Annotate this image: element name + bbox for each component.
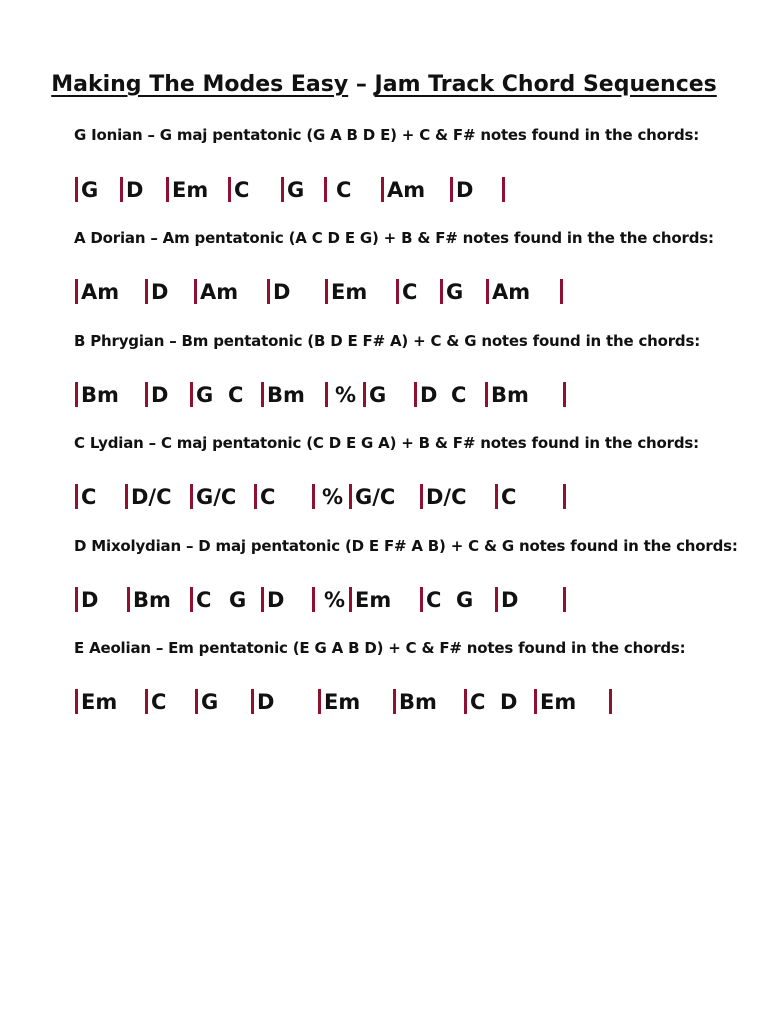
- bar-line: [363, 382, 366, 407]
- chord-symbol: G: [287, 178, 305, 202]
- chord-symbol: G: [456, 588, 474, 612]
- bar-line: [75, 587, 78, 612]
- bar-line: [75, 484, 78, 509]
- bar-line: [120, 177, 123, 202]
- bar-line: [534, 689, 537, 714]
- chord-symbol: Bm: [133, 588, 171, 612]
- chord-symbol: C: [402, 280, 418, 304]
- bar-line: [563, 484, 566, 509]
- bar-line: [281, 177, 284, 202]
- bar-line: [495, 587, 498, 612]
- chord-symbol: D: [267, 588, 285, 612]
- bar-line: [190, 382, 193, 407]
- bar-line: [125, 484, 128, 509]
- chord-symbol: Em: [331, 280, 368, 304]
- bar-line: [145, 279, 148, 304]
- chord-symbol: C: [234, 178, 250, 202]
- bar-line: [325, 279, 328, 304]
- bar-line: [195, 689, 198, 714]
- chord-row: [0, 482, 768, 514]
- section-description: E Aeolian – Em pentatonic (E G A B D) + C & F# notes found in the chords:: [74, 639, 686, 657]
- bar-line: [324, 177, 327, 202]
- chord-symbol: D: [501, 588, 519, 612]
- chord-symbol: Am: [81, 280, 120, 304]
- bar-line: [75, 279, 78, 304]
- chord-row: [0, 277, 768, 309]
- chord-symbol: Am: [387, 178, 426, 202]
- bar-line: [464, 689, 467, 714]
- chord-symbol: Bm: [491, 383, 529, 407]
- chord-symbol: G: [81, 178, 99, 202]
- bar-line: [393, 689, 396, 714]
- chord-row: [0, 585, 768, 617]
- bar-line: [486, 279, 489, 304]
- chord-symbol: C: [470, 690, 486, 714]
- chord-symbol: D: [151, 280, 169, 304]
- chord-symbol: C: [426, 588, 442, 612]
- chord-symbol: G: [446, 280, 464, 304]
- bar-line: [450, 177, 453, 202]
- bar-line: [485, 382, 488, 407]
- bar-line: [145, 382, 148, 407]
- chord-symbol: Bm: [399, 690, 437, 714]
- chord-symbol: D: [151, 383, 169, 407]
- bar-line: [166, 177, 169, 202]
- chord-symbol: G: [201, 690, 219, 714]
- chord-symbol: Bm: [267, 383, 305, 407]
- chord-symbol: C: [336, 178, 352, 202]
- repeat-sign: %: [324, 588, 346, 612]
- chord-row: [0, 687, 768, 719]
- bar-line: [261, 587, 264, 612]
- bar-line: [414, 382, 417, 407]
- chord-symbol: D/C: [426, 485, 467, 509]
- bar-line: [261, 382, 264, 407]
- chord-symbol: C: [81, 485, 97, 509]
- chord-symbol: G: [196, 383, 214, 407]
- chord-symbol: D: [273, 280, 291, 304]
- bar-line: [381, 177, 384, 202]
- bar-line: [420, 587, 423, 612]
- chord-symbol: Em: [540, 690, 577, 714]
- title-dash: –: [355, 72, 367, 97]
- chord-symbol: D: [500, 690, 518, 714]
- chord-symbol: C: [196, 588, 212, 612]
- chord-symbol: G/C: [355, 485, 396, 509]
- bar-line: [609, 689, 612, 714]
- bar-line: [267, 279, 270, 304]
- chord-symbol: Bm: [81, 383, 119, 407]
- bar-line: [349, 587, 352, 612]
- chord-symbol: D: [257, 690, 275, 714]
- bar-line: [560, 279, 563, 304]
- bar-line: [325, 382, 328, 407]
- bar-line: [396, 279, 399, 304]
- bar-line: [440, 279, 443, 304]
- chord-symbol: D: [456, 178, 474, 202]
- section-description: A Dorian – Am pentatonic (A C D E G) + B & F# notes found in the the chords:: [74, 229, 714, 247]
- chord-symbol: Em: [172, 178, 209, 202]
- chord-symbol: D: [420, 383, 438, 407]
- chord-symbol: Am: [200, 280, 239, 304]
- chord-symbol: Em: [324, 690, 361, 714]
- title-main: Making The Modes Easy: [51, 72, 349, 97]
- chord-symbol: C: [451, 383, 467, 407]
- chord-symbol: Em: [81, 690, 118, 714]
- chord-row: [0, 380, 768, 412]
- chord-symbol: G: [229, 588, 247, 612]
- section-description: D Mixolydian – D maj pentatonic (D E F# A B) + C & G notes found in the chords:: [74, 537, 738, 555]
- section-description: C Lydian – C maj pentatonic (C D E G A) + B & F# notes found in the chords:: [74, 434, 699, 452]
- bar-line: [75, 382, 78, 407]
- bar-line: [312, 587, 315, 612]
- bar-line: [318, 689, 321, 714]
- bar-line: [190, 484, 193, 509]
- bar-line: [502, 177, 505, 202]
- repeat-sign: %: [322, 485, 344, 509]
- chord-symbol: D: [126, 178, 144, 202]
- bar-line: [495, 484, 498, 509]
- bar-line: [420, 484, 423, 509]
- bar-line: [251, 689, 254, 714]
- bar-line: [349, 484, 352, 509]
- chord-symbol: C: [228, 383, 244, 407]
- chord-symbol: D/C: [131, 485, 172, 509]
- chord-symbol: Am: [492, 280, 531, 304]
- bar-line: [75, 689, 78, 714]
- bar-line: [254, 484, 257, 509]
- section-description: G Ionian – G maj pentatonic (G A B D E) + C & F# notes found in the chords:: [74, 126, 700, 144]
- bar-line: [563, 587, 566, 612]
- bar-line: [145, 689, 148, 714]
- chord-row: [0, 175, 768, 207]
- bar-line: [563, 382, 566, 407]
- bar-line: [190, 587, 193, 612]
- chord-symbol: C: [260, 485, 276, 509]
- chord-symbol: C: [501, 485, 517, 509]
- chord-symbol: G: [369, 383, 387, 407]
- chord-symbol: G/C: [196, 485, 237, 509]
- bar-line: [75, 177, 78, 202]
- title-sub: Jam Track Chord Sequences: [374, 72, 717, 97]
- page-title: [0, 72, 768, 97]
- repeat-sign: %: [335, 383, 357, 407]
- chord-symbol: D: [81, 588, 99, 612]
- bar-line: [194, 279, 197, 304]
- chord-symbol: Em: [355, 588, 392, 612]
- section-description: B Phrygian – Bm pentatonic (B D E F# A) + C & G notes found in the chords:: [74, 332, 700, 350]
- bar-line: [312, 484, 315, 509]
- chord-symbol: C: [151, 690, 167, 714]
- bar-line: [127, 587, 130, 612]
- bar-line: [228, 177, 231, 202]
